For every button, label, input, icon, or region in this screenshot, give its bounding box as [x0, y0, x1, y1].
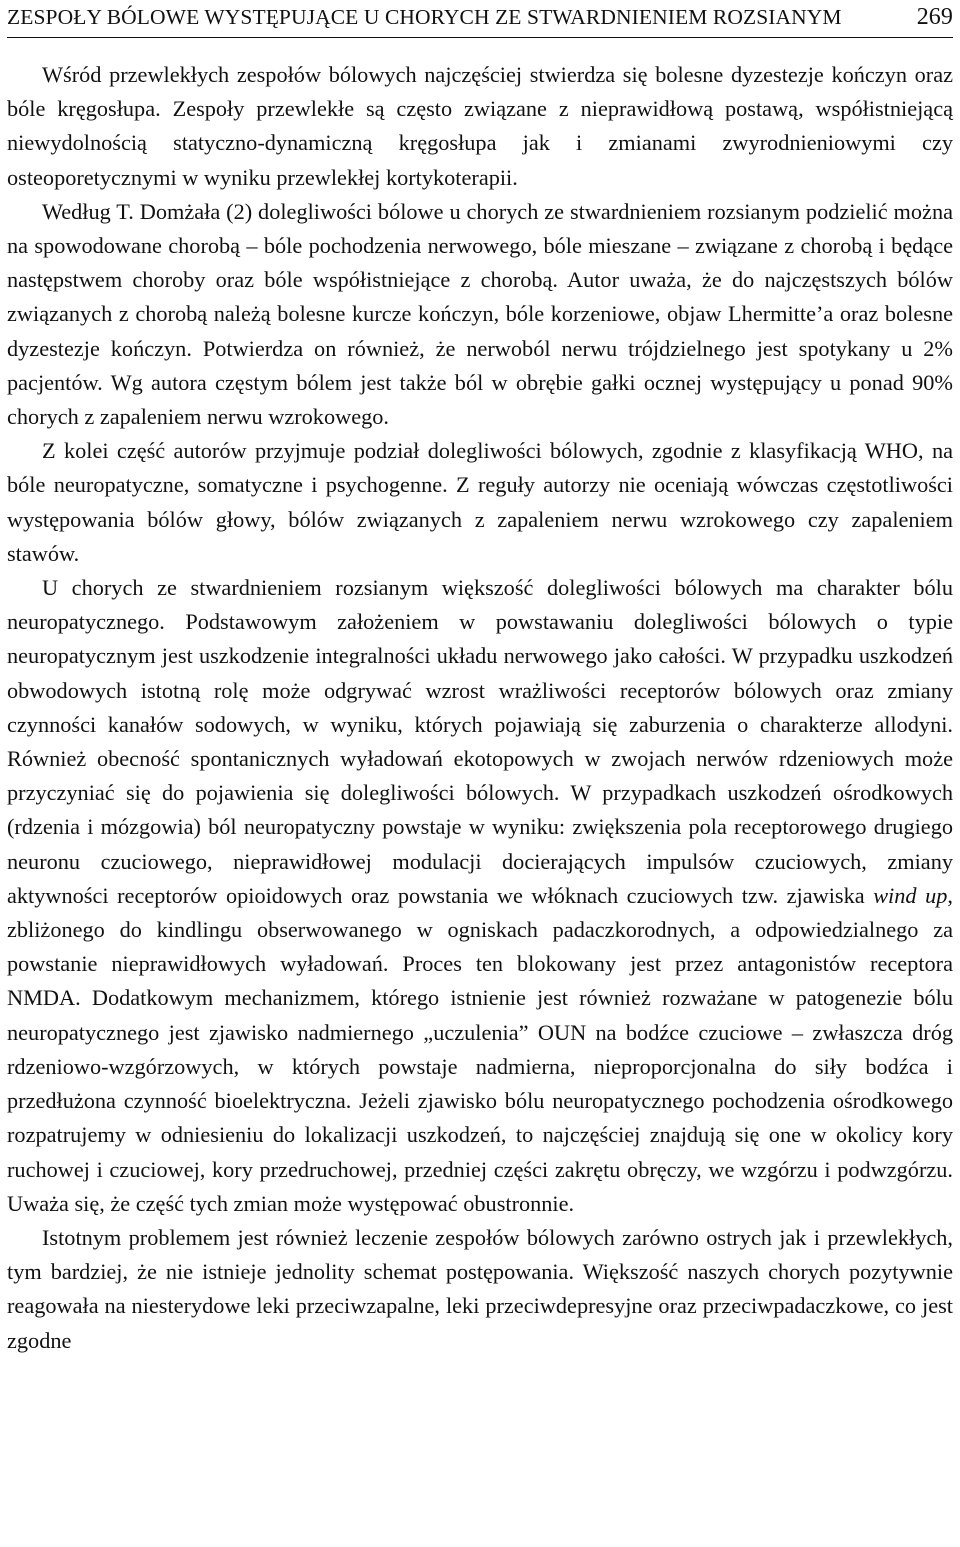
paragraph-treatment: Istotnym problemem jest również leczenie zespołów bólowych zarówno ostrych jak i przewlekłych, tym bardziej, że nie istnieje jednolity schemat postępowania. Większość naszych chorych pozytywnie reagowała na niesterydowe leki przeciwzapalne, leki przeciwdepresyjne oraz przeciwpadaczkowe, co jest zgodne [7, 1224, 953, 1353]
running-title: ZESPOŁY BÓLOWE WYSTĘPUJĄCE U CHORYCH ZE STWARDNIENIEM ROZSIANYM [7, 5, 842, 29]
body-text [7, 58, 953, 1358]
paragraph-text-segment: U chorych ze stwardnieniem rozsianym większość dolegliwości bólowych ma charakter bólu neuropatycznego. Podstawowym założeniem w powstawaniu dolegliwości bólowych o typie neuropatycznym jest uszkodzenie integralności układu nerwowego jako całości. W przypadku uszkodzeń obwodowych istotną rolę może odgrywać wzrost wrażliwości receptorów bólowych oraz zmiany czynności kanałów sodowych, w wyniku, których pojawiają się zaburzenia o charakterze allodyni. Również obecność spontanicznych wyładowań ekotopowych w zwojach nerwów rdzeniowych może przyczyniać się do pojawienia się dolegliwości bólowych. W przypadkach uszkodzeń ośrodkowych (rdzenia i mózgowia) ból neuropatyczny powstaje w wyniku: zwiększenia pola receptorowego drugiego neuronu czuciowego, nieprawidłowej modulacji docierających impulsów czuciowych, zmiany aktywności receptorów opioidowych oraz powstania we włóknach czuciowych tzw. zjawiska [7, 575, 953, 908]
paragraph-chronic-pain: Wśród przewlekłych zespołów bólowych najczęściej stwierdza się bolesne dyzestezje kończyn oraz bóle kręgosłupa. Zespoły przewlekłe są często związane z nieprawidłową postawą, współistniejącą niewydolnością statyczno-dynamiczną kręgosłupa jak i zmianami zwyrodnieniowymi czy osteoporetycznymi w wyniku przewlekłej kortykoterapii. [7, 62, 953, 190]
paragraph-neuropathic-pain [7, 571, 953, 1221]
running-header [7, 0, 953, 38]
paragraph-who-classification: Z kolei część autorów przyjmuje podział dolegliwości bólowych, zgodnie z klasyfikacją WHO, na bóle neuropatyczne, somatyczne i psychogenne. Z reguły autorzy nie oceniają wówczas częstotliwości występowania bólów głowy, bólów związanych z zapaleniem nerwu wzrokowego czy zapaleniem stawów. [7, 438, 953, 566]
paragraph-text-segment: , zbliżonego do kindlingu obserwowanego w ogniskach padaczkorodnych, a odpowiedzialnego za powstanie nieprawidłowych wyładowań. Proces ten blokowany jest przez antagonistów receptora NMDA. Dodatkowym mechanizmem, którego istnienie jest również rozważane w patogenezie bólu neuropatycznego jest zjawisko nadmiernego „uczulenia” OUN na bodźce czuciowe – zwłaszcza dróg rdzeniowo-wzgórzowych, w których powstaje nadmierna, nieproporcjonalna do siły bodźca i przedłużona czynność bioelektryczna. Jeżeli zjawisko bólu neuropatycznego pochodzenia ośrodkowego rozpatrujemy w odniesieniu do lokalizacji uszkodzeń, to najczęściej znajdują się one w okolicy kory ruchowej i czuciowej, kory przedruchowej, przedniej części zakrętu obręczy, we wzgórzu i podwzgórzu. Uważa się, że część tych zmian może występować obustronnie. [7, 882, 953, 1216]
italic-term: wind up [873, 882, 948, 908]
page-number: 269 [916, 4, 953, 30]
paragraph-domzal-classification: Według T. Domżała (2) dolegliwości bólowe u chorych ze stwardnieniem rozsianym podzielić można na spowodowane chorobą – bóle pochodzenia nerwowego, bóle mieszane – związane z chorobą i będące następstwem choroby oraz bóle współistniejące z chorobą. Autor uważa, że do najczęstszych bólów związanych z chorobą należą bolesne kurcze kończyn, bóle korzeniowe, objaw Lhermitte’a oraz bolesne dyzestezje kończyn. Potwierdza on również, że nerwoból nerwu trójdzielnego jest spotykany u 2% pacjentów. Wg autora częstym bólem jest także ból w obrębie gałki ocznej występujący u ponad 90% chorych z zapaleniem nerwu wzrokowego. [7, 198, 953, 430]
document-page [7, 0, 953, 1358]
